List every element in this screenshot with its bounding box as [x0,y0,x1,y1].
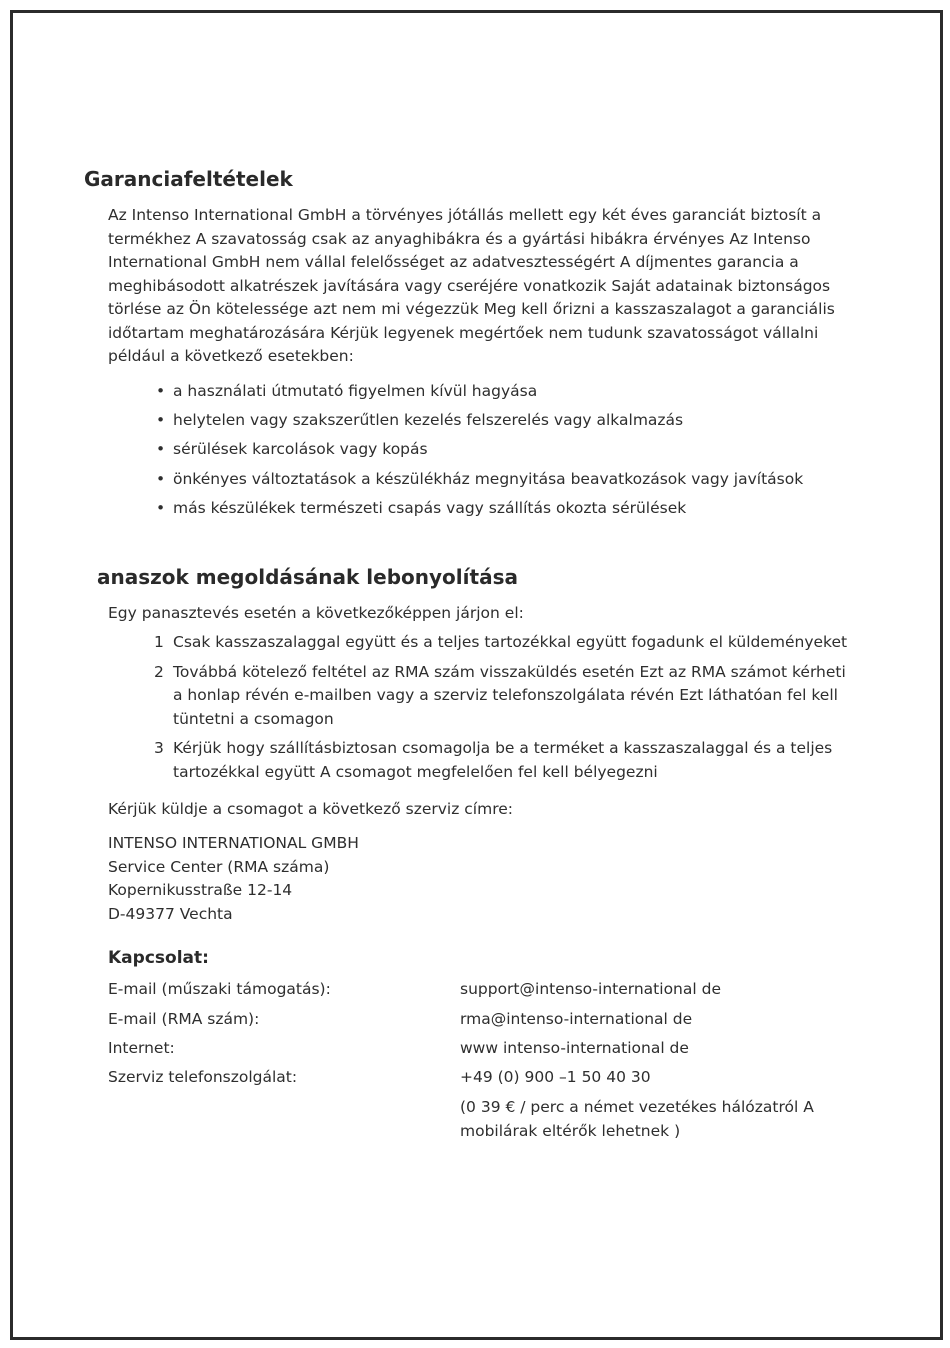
address-line: Service Center (RMA száma) [108,857,330,876]
bullet-icon: • [156,382,166,400]
list-item [154,737,854,784]
warranty-heading: Garanciafeltételek [84,167,293,191]
list-item [156,468,803,497]
contact-label: Internet: [108,1039,175,1057]
list-item [154,631,854,655]
website-link[interactable]: www intenso-international de [460,1039,689,1057]
contact-heading: Kapcsolat: [108,948,209,968]
step-number: 2 [154,662,164,681]
warranty-intro-paragraph: Az Intenso International GmbH a törvényes jótállás mellett egy két éves garanciát biztosít a termékhez A szavatosság csak az anyaghibákra és a gyártási hibákra érvényes Az Intenso International GmbH nem vállal felelősséget az adatvesztességért A díjmentes garancia a meghibásodott alkatrészek javítására vagy cseréjére vonatkozik Saját adatainak biztonságos törlése az Ön kötelessége azt nem mi végezzük Meg kell őrizni a kasszaszalagot a garanciális időtartam meghatározására Kérjük legyenek megértőek nem tudunk szavatosságot vállalni például a következő esetekben: [108,206,835,365]
contact-label: Szerviz telefonszolgálat: [108,1068,298,1086]
complaints-intro: Egy panasztevés esetén a következőképpen járjon el: [108,604,524,622]
rma-email-link[interactable]: rma@intenso-international de [460,1010,693,1028]
list-item [156,497,803,526]
exclusion-text: a használati útmutató figyelmen kívül hagyása [173,382,538,400]
address-line: INTENSO INTERNATIONAL GMBH [108,834,359,852]
complaint-steps-list [154,631,854,790]
bullet-icon: • [156,498,166,517]
step-text: Kérjük hogy szállításbiztosan csomagolja be a terméket a kasszaszalaggal és a teljes tartozékkal együtt A csomagot megfelelően fel kell bélyegezni [173,739,833,781]
list-item [156,380,803,409]
list-item [156,409,803,438]
step-text: Továbbá kötelező feltétel az RMA szám visszaküldés esetén Ezt az RMA számot kérheti a honlap révén e-mailben vagy a szerviz telefonszolgálata révén Ezt láthatóan fel kell tüntetni a csomagon [173,662,846,728]
list-item [156,438,803,467]
bullet-icon: • [156,469,166,488]
list-item [154,661,854,732]
bullet-icon: • [156,411,166,430]
contact-label: E-mail (RMA szám): [108,1010,260,1028]
price-note: (0 39 € / perc a német vezetékes hálózatról A mobilárak eltérők lehetnek ) [460,1098,814,1140]
address-line: Kopernikusstraße 12-14 [108,881,293,899]
support-email-link[interactable]: support@intenso-international de [460,980,721,998]
phone-number: +49 (0) 900 –1 50 40 30 [460,1068,651,1086]
send-note: Kérjük küldje a csomagot a következő szerviz címre: [108,800,514,818]
exclusion-text: önkényes változtatások a készülékház megnyitása beavatkozások vagy javítások [173,469,804,488]
bullet-icon: • [156,440,166,459]
warranty-exclusion-list [156,380,803,526]
exclusion-text: sérülések karcolások vagy kopás [173,440,428,459]
step-text: Csak kasszaszalaggal együtt és a teljes tartozékkal együtt fogadunk el küldeményeket [173,633,848,651]
service-address [108,832,359,926]
exclusion-text: helytelen vagy szakszerűtlen kezelés felszerelés vagy alkalmazás [173,411,684,430]
step-number: 3 [154,739,164,757]
exclusion-text: más készülékek természeti csapás vagy szállítás okozta sérülések [173,498,687,517]
address-line: D-49377 Vechta [108,904,233,923]
contact-label: E-mail (műszaki támogatás): [108,980,331,998]
step-number: 1 [154,633,164,651]
complaints-heading: anaszok megoldásának lebonyolítása [97,565,518,589]
